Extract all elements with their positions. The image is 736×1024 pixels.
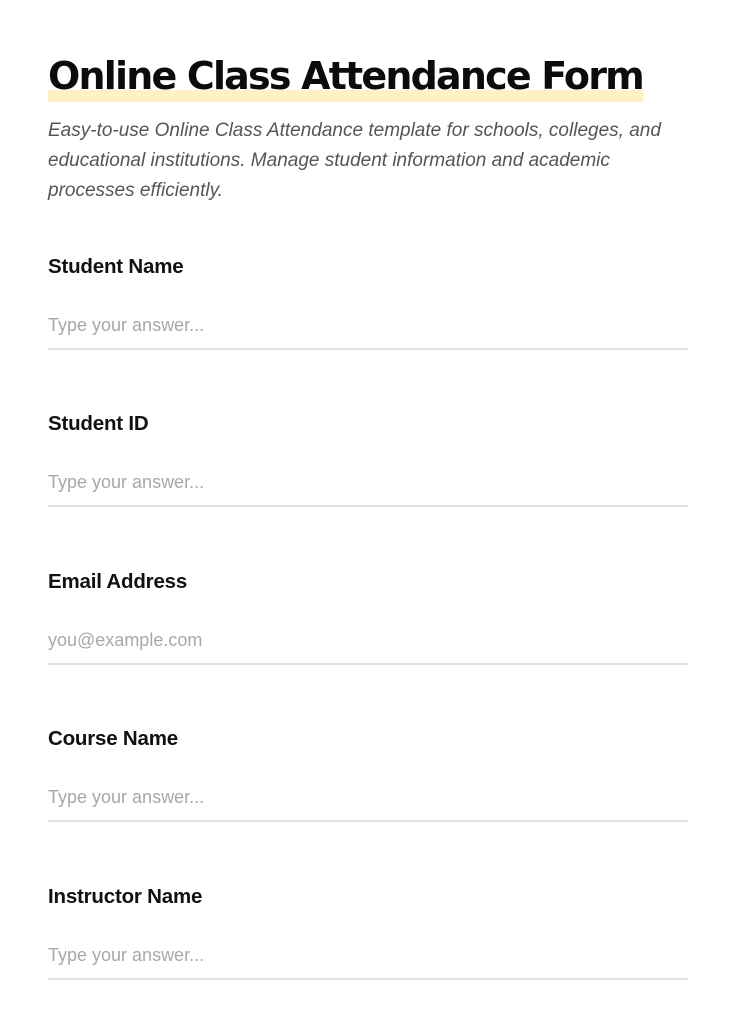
student-name-label: Student Name (48, 255, 184, 278)
student-name-input[interactable] (48, 314, 688, 350)
field-student-id (48, 411, 688, 507)
field-instructor-name (48, 884, 688, 980)
course-name-label: Course Name (48, 727, 178, 750)
field-student-name (48, 254, 688, 350)
instructor-name-input[interactable] (48, 944, 688, 980)
field-email-address (48, 569, 688, 665)
field-course-name (48, 726, 688, 822)
course-name-input[interactable] (48, 786, 688, 822)
email-address-input[interactable] (48, 629, 688, 665)
email-address-label: Email Address (48, 570, 188, 593)
student-id-label: Student ID (48, 412, 149, 435)
form-description: Easy-to-use Online Class Attendance template for schools, colleges, and educational institutions. Manage student information and academic processes efficiently. (48, 120, 661, 201)
student-id-input[interactable] (48, 471, 688, 507)
instructor-name-label: Instructor Name (48, 885, 203, 908)
form-title: Online Class Attendance Form (48, 54, 643, 98)
form-title-container (48, 52, 643, 100)
